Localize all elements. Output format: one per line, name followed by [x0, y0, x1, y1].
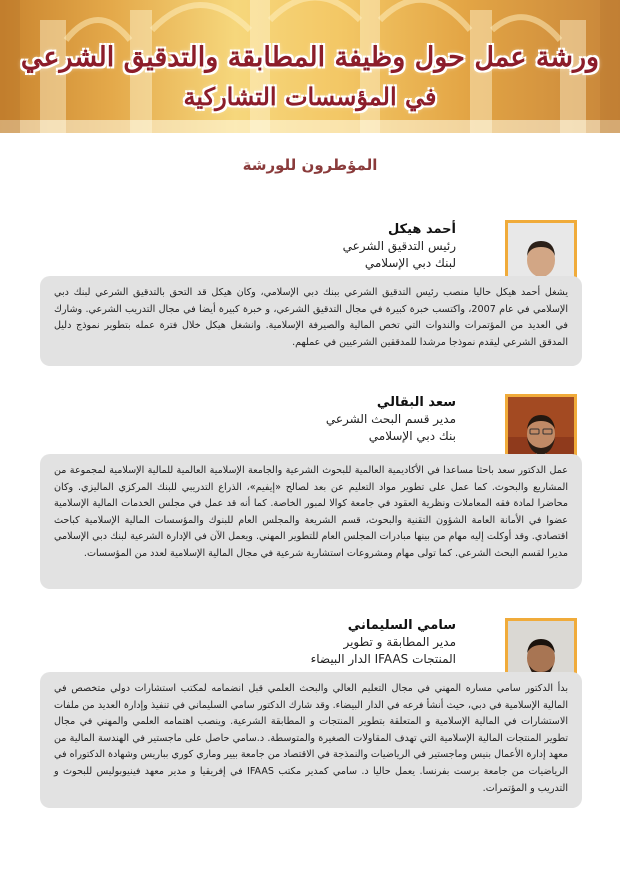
- speaker-role-line2: لبنك دبي الإسلامي: [364, 256, 456, 270]
- speaker-role-line2: المنتجات IFAAS الدار البيضاء: [310, 652, 456, 666]
- banner-title-line1: ورشة عمل حول وظيفة المطابقة والتدقيق الشرعي: [20, 42, 600, 73]
- header-banner: [0, 0, 620, 133]
- banner-title-line2: في المؤسسات التشاركية: [183, 82, 437, 111]
- speaker-bio: [40, 276, 582, 366]
- speaker-bio: [40, 672, 582, 808]
- section-title: المؤطرون للورشة: [242, 156, 378, 174]
- speaker-bio-text: يشغل أحمد هيكل حاليا منصب رئيس التدقيق الشرعي ببنك دبي الإسلامي، وكان هيكل قد التحق بالتدقيق الشرعي لبنك دبي الإسلامي في عام 2007، واكتسب خبرة كبيرة في مجال التدقيق الشرعي، و خبرة كبيرة أيضا في مجال التدريب الشرعي. وشارك في العديد من المؤتمرات والندوات التي تخص المالية والصيرفة الإسلامية. وانشغل هيكل خلال فترة عمله بتطوير نموذج دليل المدقق الشرعي ليقدم نموذجا مرشدا للمدققين الشرعيين في عملهم.: [54, 287, 568, 348]
- speaker-name: سعد البقالي: [376, 395, 456, 410]
- speaker-bio: [40, 454, 582, 589]
- speaker-name: سامي السليماني: [347, 618, 456, 633]
- speaker-bio-text: بدأ الدكتور سامي مساره المهني في مجال التعليم العالي والبحث العلمي قبل انضمامه لمكتب استشارات دولي متخصص في المالية الإسلامية في دبي، حيث أنشأ فرعه في الدار البيضاء. وقد شارك الدكتور سامي السليماني في تنفيذ وإدارة العديد من ملفات الاستشارات في المالية الإسلامية و المتعلقة بتطوير المنتجات و المطابقة الشرعية. وينصب اهتمامه العلمي والمهني في مجال تطوير المنتجات المالية الإسلامية التي تهدف المقاولات الصغيرة والمتوسطة. د.سامي حاصل على ماجستير في الهندسة المالية من معهد إدارة الأعمال بنيس وماجستير في الرياضيات والنمذجة في الاقتصاد من جامعة بيير وماري كوري بباريس وشهادة الدكتوراه في الرياضيات من جامعة برست بفرنسا. يعمل حاليا د. سامي كمدير مكتب IFAAS في إفريقيا و مدير معهد فينيوبوليس للبحوث و التدريب و المؤتمرات.: [54, 683, 569, 794]
- speaker-role-line1: مدير المطابقة و تطوير: [343, 635, 456, 649]
- speaker-role-line1: مدير قسم البحث الشرعي: [325, 412, 456, 426]
- speaker-role-line2: بنك دبي الإسلامي: [368, 429, 456, 443]
- speaker-role-line1: رئيس التدقيق الشرعي: [342, 239, 456, 253]
- speaker-name: أحمد هيكل: [387, 222, 456, 237]
- speaker-bio-text: عمل الدكتور سعد باحثا مساعدا في الأكاديمية العالمية للبحوث الشرعية والجامعة الإسلامية العالمية للمالية الإسلامية لمجموعة من المشاريع والبحوث. كما عمل على تطوير مواد التعليم عن بعد لصالح «إيفيم»، الذراع التدريبي للبنك المركزي الماليزي. وكان محاضرا لمادة فقه المعاملات ونظرية العقود في جامعة كوالا لمبور الخاصة. كما أنه قد عمل في مجلس الخدمات المالية الإسلامية عضوا في الأمانة العامة الشؤون التقنية والبحوث، قسم الشريعة والمجلس العام للبنوك والمؤسسات المالية الإسلامية كباحث اقتصادي. وقد أوكلت إليه مهام من بينها مبادرات المجلس العام للتطوير المهني. ويعمل الآن في الإدارة الشرعية لبنك دبي الإسلامي مديرا لقسم البحث الشرعي. كما تولى مهام ومشروعات استشارية شرعية في مجال المالية الإسلامية لعدد من المؤسسات.: [54, 465, 568, 559]
